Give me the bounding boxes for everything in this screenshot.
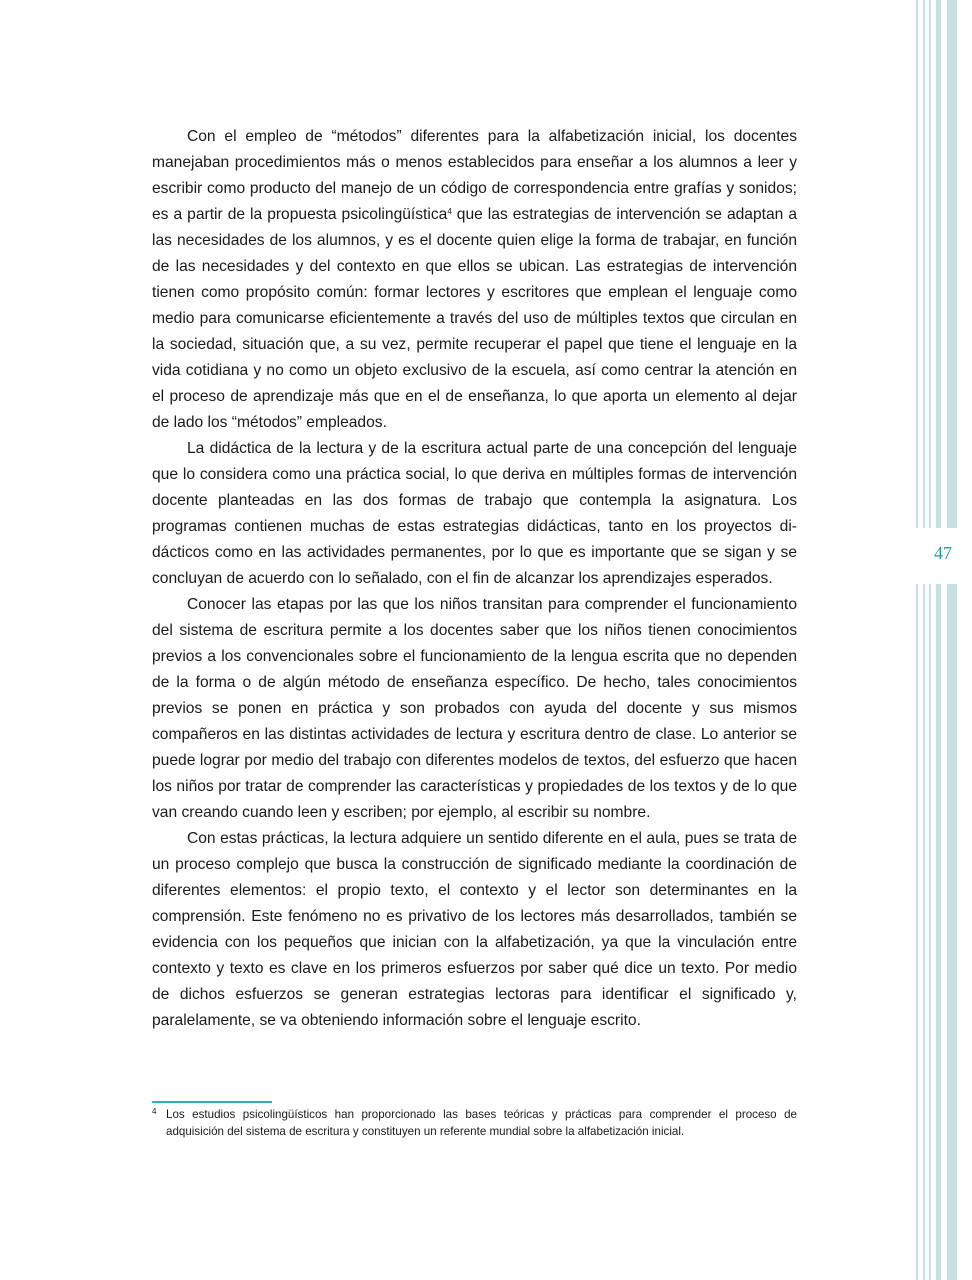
page-number: 47	[934, 543, 952, 563]
paragraph: Conocer las etapas por las que los niños transitan para comprender el funcionamiento del sistema de escritura permite a los docentes saber que los niños tienen conocimientos previos a los convencionales sobre el funcionamiento de la lengua escrita que no dependen de la forma o de algún método de enseñanza específico. De hecho, tales conocimientos previos se ponen en práctica y son probados con ayuda del docente y sus mismos compañeros en las distintas actividades de lectura y escritura dentro de clase. Lo anterior se puede lograr por medio del trabajo con diferentes modelos de textos, del esfuerzo que hacen los niños por tratar de comprender las características y propiedades de los textos y de lo que van creando cuando leen y escriben; por ejemplo, al escribir su nombre.	[152, 596, 797, 821]
footnote-mark: 4	[152, 1107, 157, 1116]
body-text	[152, 124, 797, 1034]
paragraph-text: que las estrategias de intervención se adaptan a las necesidades de los alumnos, y es el docente quien elige la forma de trabajar, en función de las necesidades y del contexto en que ellos se ubican. Las estrategias de intervención tienen como propósito común: formar lectores y escritores que emplean el lenguaje como medio para comunicarse eficientemente a través del uso de múltiples textos que circulan en la sociedad, situación que, a su vez, permite recuperar el papel que tiene el lenguaje en la vida cotidiana y no como un objeto exclusivo de la escuela, así como centrar la atención en el proceso de aprendizaje más que en el de enseñanza, lo que aporta un elemento al dejar de lado los “métodos” empleados.	[152, 206, 798, 431]
decorative-stripe	[947, 0, 957, 1280]
decorative-stripe	[923, 0, 925, 1280]
footnote	[152, 1106, 797, 1140]
footnote-text: Los estudios psicolingüísticos han proporcionado las bases teóricas y prácticas para comprender el proceso de adquisición del sistema de escritura y constituyen un referente mundial sobre la alfabetización inicial.	[166, 1108, 797, 1138]
paragraph	[152, 124, 797, 436]
decorative-stripe	[916, 0, 918, 1280]
paragraph: Con estas prácticas, la lectura adquiere un sentido diferente en el aula, pues se trata de un proceso complejo que busca la construcción de significado mediante la coordinación de diferentes elementos: el propio texto, el contexto y el lector son determinantes en la comprensión. Este fenómeno no es privativo de los lectores más desarrollados, también se evidencia con los pequeños que inician con la alfabetización, ya que la vinculación entre contexto y texto es clave en los primeros esfuerzos por saber qué dice un texto. Por medio de dichos esfuerzos se generan estrategias lectoras para identificar el significado y, paralelamente, se va obteniendo información sobre el lenguaje escrito.	[152, 830, 797, 1029]
decorative-stripe	[936, 0, 941, 1280]
footnote-reference[interactable]: 4	[447, 207, 452, 216]
paragraph-text: Con el empleo de “métodos” diferentes para la alfabetización inicial, los docentes manejaban procedimientos más o menos establecidos para enseñar a los alumnos a leer y escribir como producto del manejo de un código de correspondencia entre grafías y sonidos; es a partir de la propuesta psicolingüística	[152, 128, 797, 223]
footnote-divider	[152, 1101, 272, 1103]
decorative-stripe	[929, 0, 931, 1280]
paragraph: La didáctica de la lectura y de la escritura actual parte de una concepción del lenguaje que lo considera como una práctica social, lo que deriva en múltiples formas de intervención docente planteadas en las dos formas de trabajo que contempla la asignatura. Los programas contienen muchas de estas estrategias didácticas, tanto en los proyectos didácticos como en las actividades permanentes, por lo que es importante que se sigan y se concluyan de acuerdo con lo señalado, con el fin de alcanzar los aprendizajes esperados.	[152, 440, 797, 587]
